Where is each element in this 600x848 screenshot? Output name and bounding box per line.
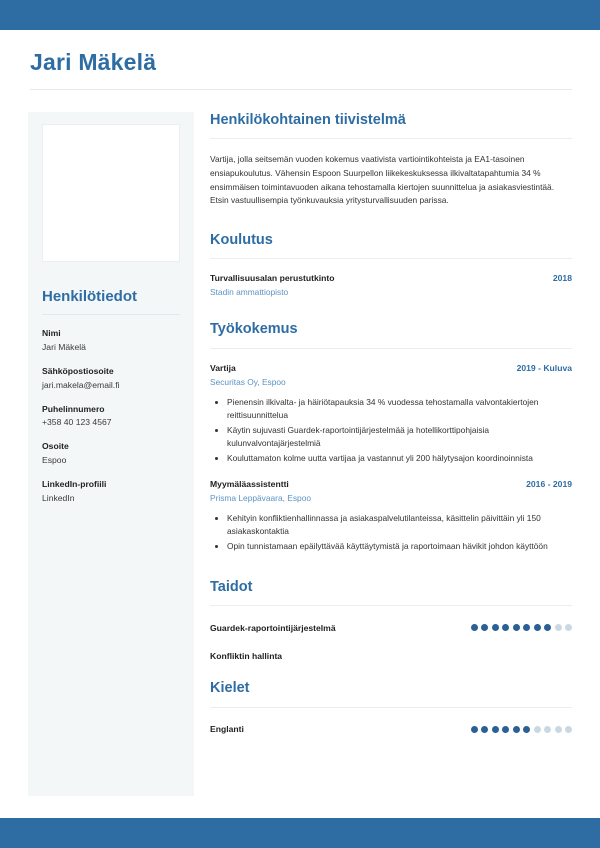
section-divider <box>210 138 572 139</box>
contact-item-name <box>42 327 180 354</box>
bullet-item: • Pienensin ilkivalta- ja häiriötapauksia 34 % vuodessa tehostamalla valvontakiertojen reittisuunnittelua <box>227 396 572 422</box>
rating-dot <box>492 726 499 733</box>
entry-date: 2016 - 2019 <box>526 478 572 489</box>
header <box>30 50 572 90</box>
rating-dot <box>523 624 530 631</box>
rating-dot <box>534 624 541 631</box>
rating-dot <box>555 624 562 631</box>
rating-dot <box>555 726 562 733</box>
header-divider <box>30 89 572 90</box>
rating-dot <box>502 624 509 631</box>
contact-value[interactable]: jari.makela@email.fi <box>42 379 120 390</box>
rating-dot <box>492 624 499 631</box>
contact-item-phone <box>42 403 180 430</box>
section-heading-education: Koulutus <box>210 231 273 248</box>
entry-date: 2019 - Kuluva <box>516 362 572 373</box>
section-heading-summary: Henkilökohtainen tiivistelmä <box>210 112 406 128</box>
bullet-item: • Kehityin konfliktienhallinnassa ja asiakaspalvelutilanteissa, käsittelin päivittäin yli 150 asiakaskontaktia <box>227 512 572 538</box>
bottom-accent-bar <box>0 818 600 848</box>
photo-placeholder <box>42 124 180 262</box>
rating-dot <box>471 624 478 631</box>
contact-label: Puhelinnumero <box>42 403 105 414</box>
skill-row <box>210 621 572 634</box>
contact-value[interactable]: LinkedIn <box>42 493 75 504</box>
contact-value: Espoo <box>42 455 67 466</box>
section-heading-languages: Kielet <box>210 680 250 697</box>
section-experience <box>210 321 572 553</box>
entry-date: 2018 <box>552 273 572 284</box>
rating-dot <box>544 726 551 733</box>
bullet-item: • Kouluttamaton kolme uutta vartijaa ja vastannut yli 200 hälytysajon koordinoinnista <box>227 452 572 465</box>
entry-bullet-list <box>210 396 572 465</box>
entry-bullet-list <box>210 512 572 553</box>
rating-dot <box>471 726 478 733</box>
contact-item-linkedin <box>42 478 180 505</box>
section-divider <box>210 605 572 606</box>
rating-dot <box>513 726 520 733</box>
page-title: Jari Mäkelä <box>30 49 157 75</box>
contact-item-address <box>42 440 180 467</box>
bullet-item: • Käytin sujuvasti Guardek-raportointijärjestelmää ja hotellikorttipohjaisia kulunvalvontajärjestelmiä <box>227 424 572 450</box>
section-education <box>210 232 572 297</box>
skill-label: Konfliktin hallinta <box>210 650 283 661</box>
section-skills <box>210 579 572 662</box>
education-entry <box>210 273 572 297</box>
section-divider <box>210 258 572 259</box>
main-column <box>210 112 572 736</box>
contact-label: LinkedIn-profiili <box>42 479 107 490</box>
bullet-item: • Opin tunnistamaan epäilyttävää käyttäytymistä ja raportoimaan hävikit johdon käyttöön <box>227 540 572 553</box>
entry-title: Vartija <box>210 362 236 373</box>
contact-list <box>42 327 180 505</box>
sidebar-heading-personal-details: Henkilötiedot <box>42 288 138 305</box>
rating-dot <box>565 624 572 631</box>
top-accent-bar <box>0 0 600 30</box>
rating-dot <box>481 624 488 631</box>
section-heading-skills: Taidot <box>210 578 253 595</box>
entry-organization: Stadin ammattiopisto <box>210 287 289 298</box>
skill-label: Guardek-raportointijärjestelmä <box>210 622 336 633</box>
contact-label: Sähköpostiosoite <box>42 365 114 376</box>
language-rating-dots <box>471 726 573 733</box>
contact-label: Nimi <box>42 328 61 338</box>
contact-value: +358 40 123 4567 <box>42 417 112 428</box>
rating-dot <box>502 726 509 733</box>
rating-dot <box>523 726 530 733</box>
language-row <box>210 723 572 736</box>
experience-entry <box>210 479 572 553</box>
section-summary <box>210 112 572 208</box>
rating-dot <box>513 624 520 631</box>
rating-dot <box>481 726 488 733</box>
section-languages <box>210 680 572 735</box>
section-divider <box>210 707 572 708</box>
summary-text: Vartija, jolla seitsemän vuoden kokemus vaativista vartiointikohteista ja EA1-tasoinen ensiapukoulutus. Vähensin Espoon Suurpellon liikekeskuksessa ilkivaltatapahtumia 34 % ensimmäisen toimintavuoden aikana tehostamalla kiertojen suunnittelua ja asiakasviestintää. Etsin vastuullisempia työnkuvauksia yritysturvallisuuden parissa. <box>210 154 555 206</box>
entry-organization: Securitas Oy, Espoo <box>210 376 286 387</box>
rating-dot <box>534 726 541 733</box>
experience-entry <box>210 363 572 465</box>
contact-label: Osoite <box>42 441 69 452</box>
contact-value: Jari Mäkelä <box>42 341 86 352</box>
sidebar <box>28 112 194 796</box>
rating-dot <box>565 726 572 733</box>
entry-organization: Prisma Leppävaara, Espoo <box>210 492 312 503</box>
language-label: Englanti <box>210 724 244 735</box>
entry-title: Turvallisuusalan perustutkinto <box>210 273 335 284</box>
rating-dot <box>544 624 551 631</box>
sidebar-heading-divider <box>42 314 180 315</box>
skill-row <box>210 649 572 662</box>
skill-rating-dots <box>471 624 573 631</box>
entry-title: Myymäläassistentti <box>210 478 289 489</box>
section-heading-experience: Työkokemus <box>210 321 298 338</box>
contact-item-email <box>42 365 180 392</box>
section-divider <box>210 348 572 349</box>
